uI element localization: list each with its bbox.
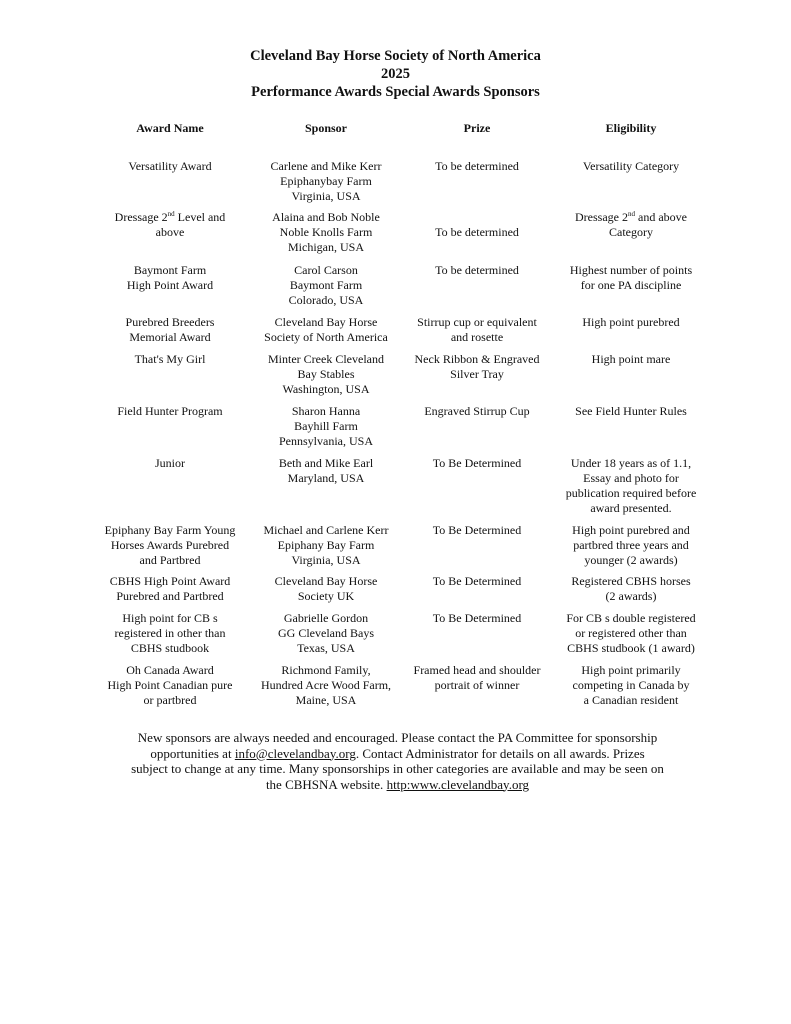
cell-line: Cleveland Bay Horse <box>274 574 378 588</box>
cell-line: Epiphanybay Farm <box>280 174 372 188</box>
email-link[interactable]: info@clevelandbay.org <box>234 745 356 761</box>
cell-line: Carlene and Mike Kerr <box>270 159 382 173</box>
cell-line: (2 awards) <box>605 589 657 603</box>
eligibility-cell <box>552 352 710 397</box>
cell-line: Texas, USA <box>297 641 355 655</box>
sponsor-cell <box>250 159 402 204</box>
table-row <box>90 611 710 656</box>
column-header-prize: Prize <box>463 121 491 135</box>
cell-line: Engraved Stirrup Cup <box>424 404 530 418</box>
award-name-cell <box>90 456 250 516</box>
cell-line: To be determined <box>435 159 519 173</box>
cell-line: Oh Canada Award <box>126 663 214 677</box>
prize-cell <box>402 159 552 204</box>
cell-line: Versatility Category <box>582 159 680 173</box>
column-header-sponsor: Sponsor <box>304 121 348 135</box>
cell-line: Cleveland Bay Horse <box>274 315 378 329</box>
table-row <box>90 404 710 449</box>
document-header <box>0 47 791 101</box>
cell-line: publication required before <box>565 486 697 500</box>
cell-line: younger (2 awards) <box>584 553 678 567</box>
cell-line: Epiphany Bay Farm Young <box>104 523 236 537</box>
cell-line: Bay Stables <box>297 367 355 381</box>
cell-line: Beth and Mike Earl <box>278 456 374 470</box>
footer-line-1: New sponsors are always needed and encouraged. Please contact the PA Committee for sponsorship <box>137 730 658 745</box>
cell-line: partbred three years and <box>573 538 689 552</box>
cell-line: Under 18 years as of 1.1, <box>570 456 692 470</box>
cell-line: Pennsylvania, USA <box>279 434 373 448</box>
cell-line: Maryland, USA <box>287 471 365 485</box>
cell-line: Purebred and Partbred <box>116 589 224 603</box>
cell-line: or partbred <box>143 693 197 707</box>
table-row <box>90 352 710 397</box>
cell-line <box>404 210 550 225</box>
cell-line: Richmond Family, <box>281 663 371 677</box>
eligibility-cell <box>552 523 710 568</box>
footer-line-3: subject to change at any time. Many sponsorships in other categories are available and may be seen on <box>131 761 664 776</box>
award-name-cell <box>90 210 250 255</box>
prize-cell <box>402 456 552 516</box>
document-subtitle: Performance Awards Special Awards Sponsors <box>251 84 540 100</box>
year-title: 2025 <box>381 66 410 82</box>
cell-line: Maine, USA <box>295 693 357 707</box>
cell-line: Virginia, USA <box>291 553 361 567</box>
cell-line: CBHS studbook (1 award) <box>567 641 695 655</box>
cell-line: High point primarily <box>581 663 681 677</box>
award-name-cell <box>90 574 250 604</box>
cell-line: See Field Hunter Rules <box>575 404 687 418</box>
cell-line: To Be Determined <box>432 574 522 588</box>
cell-line: above <box>155 225 185 239</box>
award-name-cell <box>90 263 250 308</box>
eligibility-cell <box>552 315 710 345</box>
cell-line: Highest number of points <box>569 263 693 277</box>
sponsor-cell <box>250 611 402 656</box>
sponsor-cell <box>250 523 402 568</box>
award-name-cell <box>90 404 250 449</box>
cell-line: Memorial Award <box>129 330 211 344</box>
sponsor-cell <box>250 210 402 255</box>
cell-line: competing in Canada by <box>572 678 690 692</box>
cell-line: a Canadian resident <box>583 693 679 707</box>
cell-line: Society UK <box>297 589 355 603</box>
prize-cell <box>402 663 552 708</box>
award-name-cell <box>90 523 250 568</box>
cell-line: and rosette <box>450 330 504 344</box>
cell-line: Silver Tray <box>450 367 504 381</box>
sponsor-cell <box>250 352 402 397</box>
footer-line-2: opportunities at info@clevelandbay.org. Contact Administrator for details on all awards. Prizes <box>150 745 645 761</box>
cell-line: High point mare <box>591 352 671 366</box>
cell-line: Dressage 2nd Level and <box>114 210 226 224</box>
cell-line: Bayhill Farm <box>294 419 358 433</box>
cell-line: Gabrielle Gordon <box>283 611 369 625</box>
sponsor-cell <box>250 263 402 308</box>
award-name-cell <box>90 663 250 708</box>
cell-line: Noble Knolls Farm <box>279 225 373 239</box>
cell-line: Essay and photo for <box>583 471 679 485</box>
cell-line: Colorado, USA <box>288 293 364 307</box>
cell-line: High Point Award <box>126 278 214 292</box>
cell-line: for one PA discipline <box>580 278 682 292</box>
award-name-cell <box>90 315 250 345</box>
cell-line: To Be Determined <box>432 456 522 470</box>
prize-cell <box>402 263 552 308</box>
table-row <box>90 210 710 255</box>
cell-line: Horses Awards Purebred <box>110 538 230 552</box>
cell-line: Framed head and shoulder <box>413 663 541 677</box>
eligibility-cell <box>552 456 710 516</box>
cell-line: Category <box>609 225 653 239</box>
cell-line: Sharon Hanna <box>291 404 361 418</box>
eligibility-cell <box>552 404 710 449</box>
cell-line: High point purebred and <box>572 523 690 537</box>
eligibility-cell <box>552 263 710 308</box>
table-row <box>90 574 710 604</box>
eligibility-cell <box>552 159 710 204</box>
cell-line: Neck Ribbon & Engraved <box>414 352 540 366</box>
sponsor-cell <box>250 574 402 604</box>
eligibility-cell <box>552 210 710 255</box>
cell-line: Baymont Farm <box>289 278 363 292</box>
cell-line: Field Hunter Program <box>117 404 223 418</box>
sponsor-cell <box>250 315 402 345</box>
awards-table <box>90 121 710 707</box>
sponsor-cell <box>250 456 402 516</box>
prize-cell <box>402 404 552 449</box>
prize-cell <box>402 523 552 568</box>
cell-line: Minter Creek Cleveland <box>268 352 384 366</box>
sponsor-cell <box>250 663 402 708</box>
cell-line: Baymont Farm <box>133 263 207 277</box>
table-row <box>90 523 710 568</box>
cell-line: CBHS studbook <box>130 641 210 655</box>
cell-line: Carol Carson <box>294 263 358 277</box>
prize-cell <box>402 574 552 604</box>
cell-line: High Point Canadian pure <box>107 678 233 692</box>
cell-line: For CB s double registered <box>566 611 696 625</box>
cell-line: To Be Determined <box>432 611 522 625</box>
cell-line: To be determined <box>435 263 519 277</box>
cell-line: Versatility Award <box>128 159 212 173</box>
cell-line: registered in other than <box>114 626 226 640</box>
cell-line: Dressage 2nd and above <box>575 210 687 224</box>
organization-title: Cleveland Bay Horse Society of North America <box>250 48 541 64</box>
cell-line: Michigan, USA <box>288 240 364 254</box>
cell-line: CBHS High Point Award <box>109 574 231 588</box>
cell-line: Washington, USA <box>282 382 370 396</box>
cell-line: Registered CBHS horses <box>571 574 691 588</box>
cell-line: That's My Girl <box>134 352 206 366</box>
table-row <box>90 315 710 345</box>
table-row <box>90 663 710 708</box>
cell-line: portrait of winner <box>434 678 520 692</box>
table-row <box>90 263 710 308</box>
cell-line: or registered other than <box>575 626 687 640</box>
prize-cell <box>402 611 552 656</box>
column-header-award-name: Award Name <box>136 121 204 135</box>
cell-line: and Partbred <box>139 553 201 567</box>
cell-line: To Be Determined <box>432 523 522 537</box>
column-header-eligibility: Eligibility <box>605 121 657 135</box>
prize-cell <box>402 315 552 345</box>
cell-line: Society of North America <box>264 330 388 344</box>
cell-line: Junior <box>155 456 185 470</box>
award-name-cell <box>90 352 250 397</box>
cell-line: Hundred Acre Wood Farm, <box>260 678 392 692</box>
cell-line: award presented. <box>590 501 672 515</box>
table-row <box>90 456 710 516</box>
cell-line: Purebred Breeders <box>125 315 215 329</box>
cell-line: Alaina and Bob Noble <box>272 210 380 224</box>
cell-line: High point purebred <box>582 315 680 329</box>
eligibility-cell <box>552 663 710 708</box>
footer-note <box>95 730 700 792</box>
cell-line: High point for CB s <box>122 611 218 625</box>
prize-cell <box>402 210 552 255</box>
cell-line: Virginia, USA <box>291 189 361 203</box>
cell-line: Stirrup cup or equivalent <box>417 315 537 329</box>
prize-cell <box>402 352 552 397</box>
cell-line: GG Cleveland Bays <box>278 626 374 640</box>
table-header-row <box>90 121 710 136</box>
cell-line: Michael and Carlene Kerr <box>263 523 389 537</box>
footer-line-4: the CBHSNA website. http:www.clevelandbay.org <box>265 776 530 792</box>
eligibility-cell <box>552 574 710 604</box>
award-name-cell <box>90 159 250 204</box>
award-name-cell <box>90 611 250 656</box>
eligibility-cell <box>552 611 710 656</box>
cell-line: Epiphany Bay Farm <box>277 538 375 552</box>
sponsor-cell <box>250 404 402 449</box>
table-row <box>90 159 710 204</box>
website-link[interactable]: http:www.clevelandbay.org <box>386 776 530 792</box>
cell-line: To be determined <box>435 225 519 239</box>
